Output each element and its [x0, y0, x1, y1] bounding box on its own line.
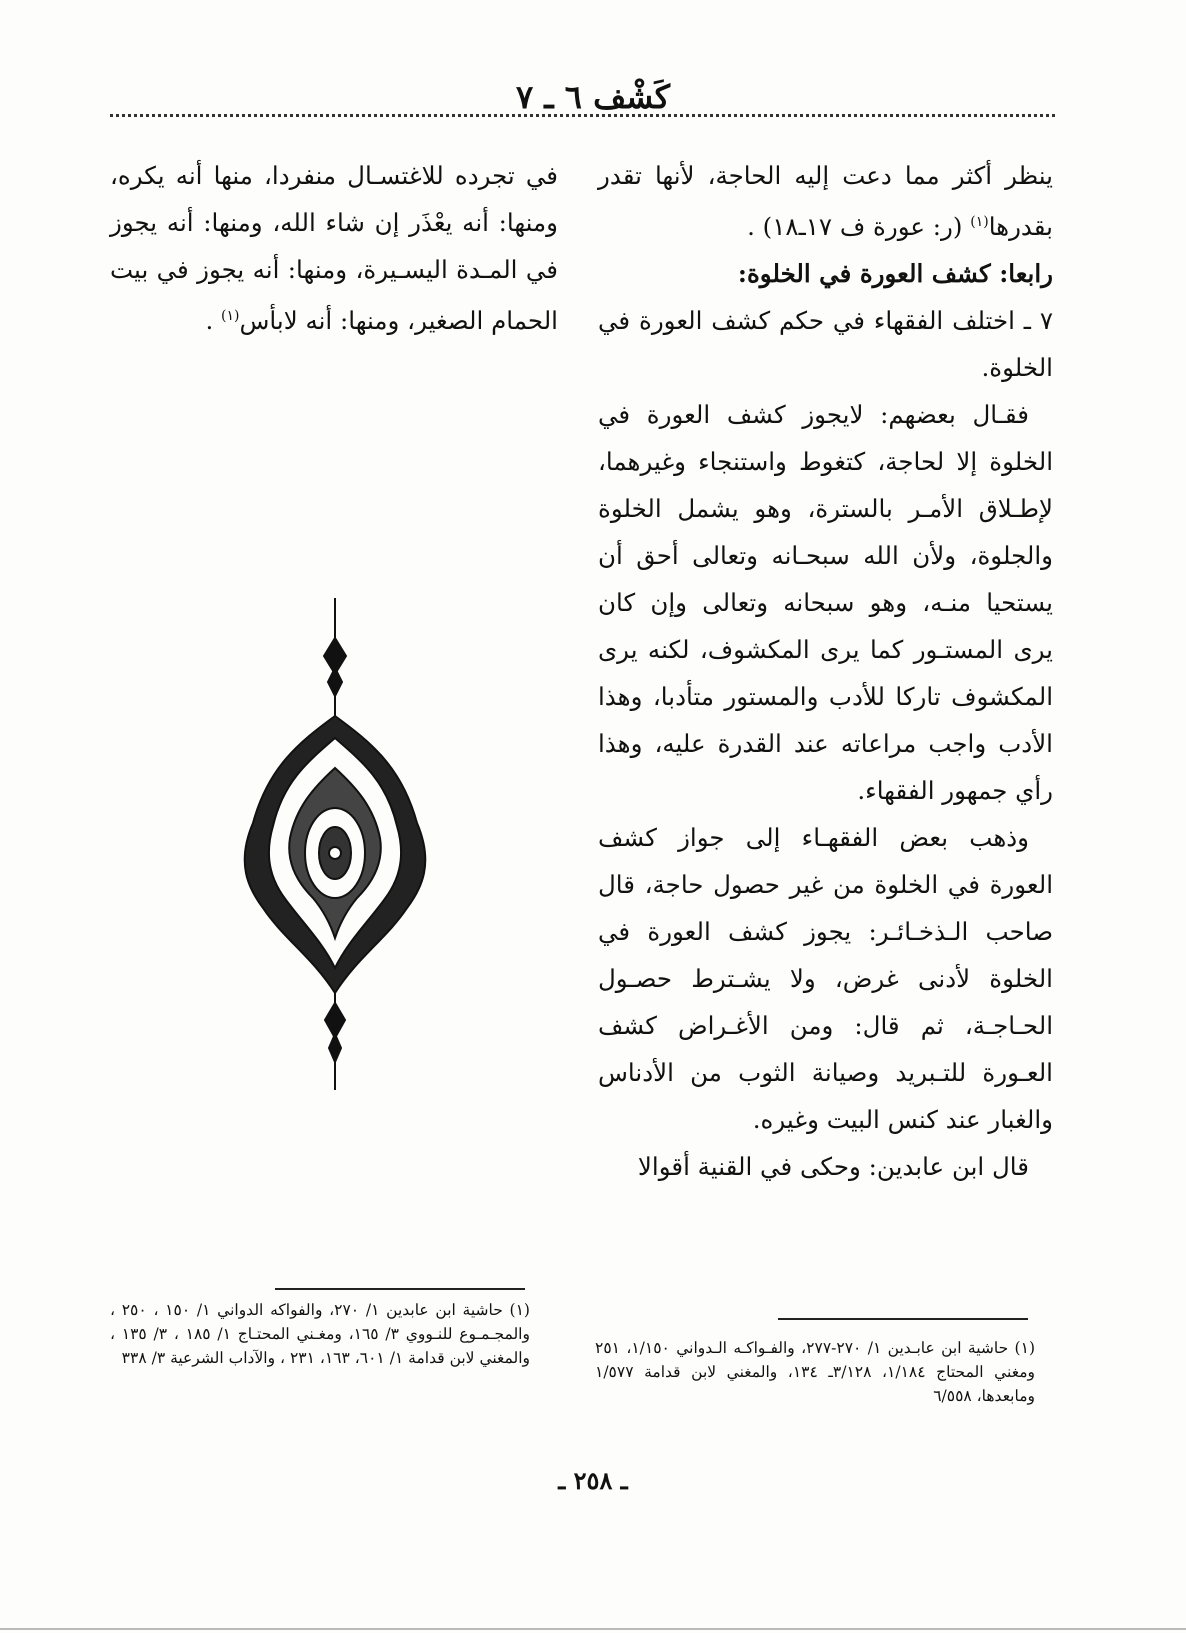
page-number: ـ ٢٥٨ ـ: [558, 1466, 628, 1495]
arabesque-ornament-icon: [228, 598, 443, 1090]
left-para-1-end: .: [205, 306, 222, 336]
footnote-rule-left: [275, 1288, 525, 1290]
right-para-5: وذهب بعض الفقهـاء إلى جواز كشف العورة في الخلوة من غير حصول حاجة، قال صاحب الـذخـائـر: يجوز كشف العورة في الخلوة لأدنى غرض، ولا يشـترط حصـول الحـاجـة، ثم قال: ومن الأغـراض كشف العـورة للتـبريد وصيانة الثوب من الأدناس والغبار عند كنس البيت وغيره.: [598, 823, 1053, 1135]
right-para-1: [598, 152, 1053, 250]
footnote-left: (١) حاشية ابن عابدين ١/ ٢٧٠، والفواكه الدواني ١/ ١٥٠ ، ٢٥٠ ، والمجـمـوع للنـووي ٣/ ١٦٥، ومغـني المحتـاج ١/ ١٨٥ ، ٣/ ١٣٥ ، والمغني لابن قدامة ١/ ٦٠١، ١٦٣، ٢٣١ ، والآداب الشرعية ٣/ ٣٣٨: [110, 1301, 530, 1367]
right-para-3: ٧ ـ اختلف الفقهاء في حكم كشف العورة في الخلوة.: [598, 306, 1053, 383]
left-column: [110, 152, 558, 344]
right-para-1-ref: (ر: عورة ف ١٧ـ١٨) .: [747, 212, 963, 242]
right-column: [598, 152, 1053, 1190]
footnote-marker-right: (١): [970, 214, 989, 230]
footnote-marker-left: (١): [221, 308, 240, 324]
left-para-1: [110, 152, 558, 344]
page-header: كَشْف ٦ ـ ٧: [515, 78, 671, 116]
left-para-1-text: في تجرده للاغتسـال منفردا، منها أنه يكره، ومنها: أنه يعْذَر إن شاء الله، ومنها: أنه يجوز في المـدة اليسـيرة، ومنها: أنه يجوز في بيت الحمام الصغير، ومنها: أنه لابأس: [110, 161, 558, 336]
section-heading: رابعا: كشف العورة في الخلوة:: [737, 259, 1053, 289]
footnote-right: (١) حاشية ابن عابـدين ١/ ٢٧٠-٢٧٧، والفـواكـه الـدواني ١/١٥٠، ٢٥١ ومغني المحتاج ١/١٨٤، ٣/١٢٨ـ ١٣٤، والمغني لابن قدامة ١/٥٧٧ ومابعدها، ٦/٥٥٨: [595, 1339, 1035, 1405]
footnote-rule-right: [778, 1318, 1028, 1320]
right-para-6: قال ابن عابدين: وحكى في القنية أقوالا: [637, 1152, 1029, 1182]
header-dotted-rule: [110, 114, 1055, 117]
right-para-4: فقـال بعضهم: لايجوز كشف العورة في الخلوة إلا لحاجة، كتغوط واستنجاء وغيرهما، لإطـلاق الأمـر بالسترة، وهو يشمل الخلوة والجلوة، ولأن الله سبحـانه وتعالى أحق أن يستحيا منـه، وهو سبحانه وتعالى وإن كان يرى المستـور كما يرى المكشوف، لكنه يرى المكشوف تاركا للأدب والمستور متأدبا، وهذا الأدب واجب مراعاته عند القدرة عليه، وهذا رأي جمهور الفقهاء.: [598, 400, 1053, 806]
scan-edge-line: [0, 1628, 1186, 1630]
right-para-1-text: ينظر أكثر مما دعت إليه الحاجة، لأنها تقدر بقدرها: [598, 161, 1053, 242]
